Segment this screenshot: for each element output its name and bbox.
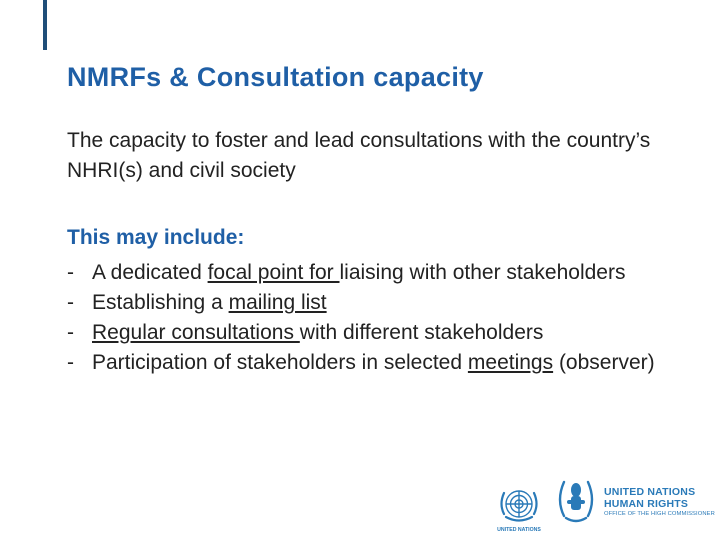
intro-text: The capacity to foster and lead consultations with the country’s NHRI(s) and civil society bbox=[67, 129, 651, 182]
bullet-text: A dedicated bbox=[92, 261, 208, 284]
bullet-marker: - bbox=[67, 351, 74, 374]
ohchr-line-2: HUMAN RIGHTS bbox=[604, 498, 689, 510]
ohchr-line-3: OFFICE OF THE HIGH COMMISSIONER bbox=[604, 511, 715, 517]
bullet-text: (observer) bbox=[553, 351, 655, 374]
bullet-underlined-text: mailing list bbox=[228, 291, 327, 314]
ohchr-logo-text bbox=[604, 486, 715, 519]
accent-bar bbox=[43, 0, 47, 50]
bullet-text: Establishing a bbox=[92, 291, 229, 314]
bullet-item bbox=[67, 348, 667, 378]
bullet-text: with different stakeholders bbox=[299, 321, 544, 344]
bullet-list bbox=[67, 258, 667, 378]
bullet-marker: - bbox=[67, 291, 74, 314]
bullet-underlined-text: focal point for bbox=[207, 261, 340, 284]
bullet-marker: - bbox=[67, 261, 74, 284]
bullet-text: liaising with other stakeholders bbox=[339, 261, 626, 284]
svg-text:UNITED NATIONS: UNITED NATIONS bbox=[497, 527, 541, 533]
ohchr-emblem-logo bbox=[556, 476, 596, 524]
bullet-underlined-text: Regular consultations bbox=[92, 321, 300, 344]
list-heading: This may include: bbox=[67, 226, 245, 249]
bullet-marker: - bbox=[67, 321, 74, 344]
slide-title: NMRFs & Consultation capacity bbox=[67, 62, 484, 92]
ohchr-line-1: UNITED NATIONS bbox=[604, 486, 696, 498]
bullet-item bbox=[67, 258, 667, 288]
bullet-text: Participation of stakeholders in selected bbox=[92, 351, 468, 374]
bullet-item bbox=[67, 288, 667, 318]
bullet-item bbox=[67, 318, 667, 348]
un-emblem-logo bbox=[494, 484, 544, 534]
bullet-underlined-text: meetings bbox=[467, 351, 554, 374]
